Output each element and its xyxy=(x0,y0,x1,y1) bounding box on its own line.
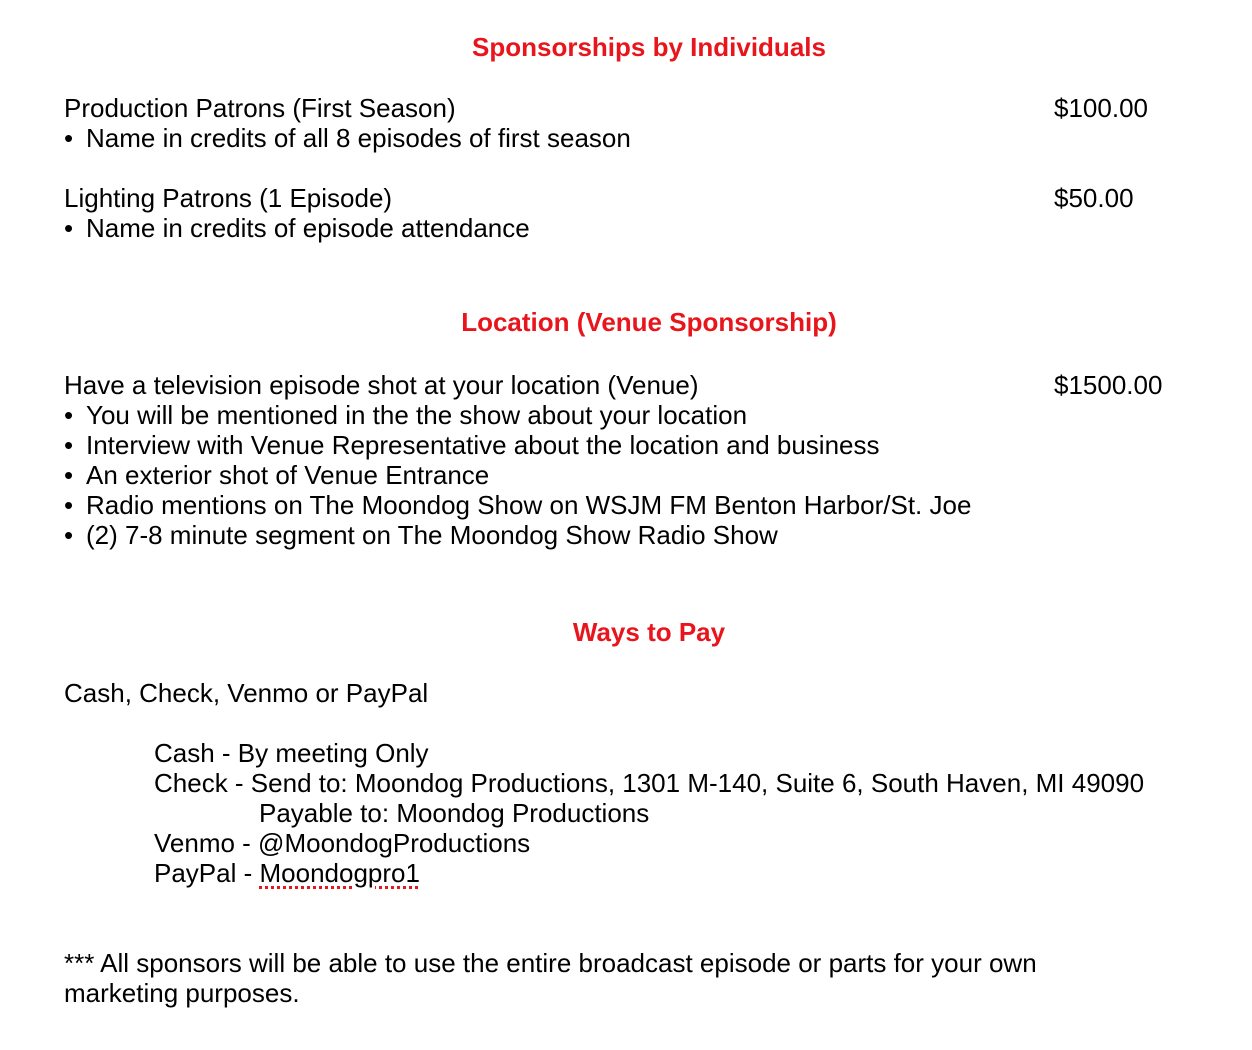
lighting-patrons-benefit xyxy=(64,213,530,243)
paypal-handle: Moondogpro1 xyxy=(259,858,420,888)
venue-price: $1500.00 xyxy=(1054,370,1163,400)
payment-cash: Cash - By meeting Only xyxy=(154,738,429,768)
benefit-text: Name in credits of episode attendance xyxy=(86,213,530,243)
list-item xyxy=(64,520,971,550)
bullet-icon: • xyxy=(64,123,74,153)
payment-heading: Ways to Pay xyxy=(572,617,726,647)
bullet-icon: • xyxy=(64,400,74,430)
footnote-line-2: marketing purposes. xyxy=(64,978,300,1008)
benefit-text: Radio mentions on The Moondog Show on WSJM FM Benton Harbor/St. Joe xyxy=(86,490,972,520)
list-item xyxy=(64,460,971,490)
benefit-text: Name in credits of all 8 episodes of first season xyxy=(86,123,631,153)
payment-venmo: Venmo - @MoondogProductions xyxy=(154,828,531,858)
payment-payable: Payable to: Moondog Productions xyxy=(259,798,650,828)
bullet-icon: • xyxy=(64,430,74,460)
payment-paypal xyxy=(154,858,420,888)
production-patrons-benefit xyxy=(64,123,631,153)
benefit-text: (2) 7-8 minute segment on The Moondog Show Radio Show xyxy=(86,520,778,550)
payment-intro: Cash, Check, Venmo or PayPal xyxy=(64,678,429,708)
benefit-text: Interview with Venue Representative about the location and business xyxy=(86,430,880,460)
benefit-text: An exterior shot of Venue Entrance xyxy=(86,460,490,490)
bullet-icon: • xyxy=(64,213,74,243)
benefit-text: You will be mentioned in the the show about your location xyxy=(86,400,748,430)
individuals-heading: Sponsorships by Individuals xyxy=(472,32,826,62)
bullet-icon: • xyxy=(64,460,74,490)
production-patrons-price: $100.00 xyxy=(1054,93,1148,123)
footnote-line-1: *** All sponsors will be able to use the entire broadcast episode or parts for your own xyxy=(64,948,1037,978)
list-item xyxy=(64,400,971,430)
payment-check: Check - Send to: Moondog Productions, 1301 M-140, Suite 6, South Haven, MI 49090 xyxy=(154,768,1145,798)
production-patrons-title: Production Patrons (First Season) xyxy=(64,93,456,123)
venue-heading: Location (Venue Sponsorship) xyxy=(461,307,837,337)
venue-title: Have a television episode shot at your location (Venue) xyxy=(64,370,699,400)
paypal-label: PayPal - xyxy=(154,858,260,888)
bullet-icon: • xyxy=(64,520,74,550)
list-item xyxy=(64,490,971,520)
list-item xyxy=(64,430,971,460)
lighting-patrons-price: $50.00 xyxy=(1054,183,1134,213)
lighting-patrons-title: Lighting Patrons (1 Episode) xyxy=(64,183,393,213)
bullet-icon: • xyxy=(64,490,74,520)
venue-benefits-list xyxy=(64,400,971,550)
